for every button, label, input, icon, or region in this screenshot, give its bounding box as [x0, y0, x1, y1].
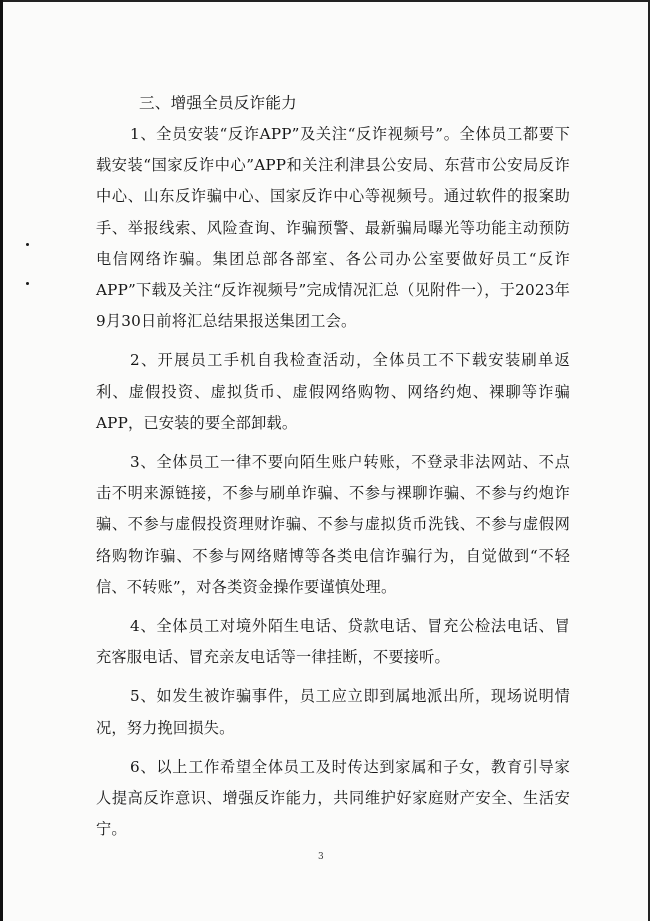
scan-speck: [26, 282, 29, 285]
paragraph-5: 5、如发生被诈骗事件，员工应立即到属地派出所，现场说明情况，努力挽回损失。: [96, 687, 570, 737]
scan-border-top: [0, 0, 650, 2]
scan-speck: [26, 243, 29, 246]
paragraph-1: 1、全员安装“反诈APP”及关注“反诈视频号”。全体员工都要下载安装“国家反诈中心”APP和关注利津县公安局、东营市公安局反诈中心、山东反诈骗中心、国家反诈中心等视频号。通过软件的报案助手、举报线索、风险查询、诈骗预警、最新骗局曝光等功能主动预防电信网络诈骗。集团总部各部室、各公司办公室要做好员工“反诈APP”下载及关注“反诈视频号”完成情况汇总（见附件一），于2023年9月30日前将汇总结果报送集团工会。: [96, 125, 570, 331]
paragraph-6: 6、以上工作希望全体员工及时传达到家属和子女，教育引导家人提高反诈意识、增强反诈能力，共同维护好家庭财产安全、生活安宁。: [96, 757, 570, 839]
paragraph-4: 4、全体员工对境外陌生电话、贷款电话、冒充公检法电话、冒充客服电话、冒充亲友电话等一律挂断，不要接听。: [96, 617, 570, 667]
section-heading: 三、增强全员反诈能力: [139, 94, 297, 112]
page-number: 3: [318, 852, 324, 862]
scan-border-left: [0, 0, 3, 921]
paragraph-3: 3、全体员工一律不要向陌生账户转账，不登录非法网站、不点击不明来源链接，不参与刷单诈骗、不参与裸聊诈骗、不参与约炮诈骗、不参与虚假投资理财诈骗、不参与虚拟货币洗钱、不参与虚假网络购物诈骗、不参与网络赌博等各类电信诈骗行为，自觉做到“不轻信、不转账”，对各类资金操作要谨慎处理。: [96, 453, 570, 596]
paragraph-2: 2、开展员工手机自我检查活动，全体员工不下载安装刷单返利、虚假投资、虚拟货币、虚假网络购物、网络约炮、裸聊等诈骗APP，已安装的要全部卸载。: [96, 351, 570, 432]
document-body: [96, 88, 570, 845]
